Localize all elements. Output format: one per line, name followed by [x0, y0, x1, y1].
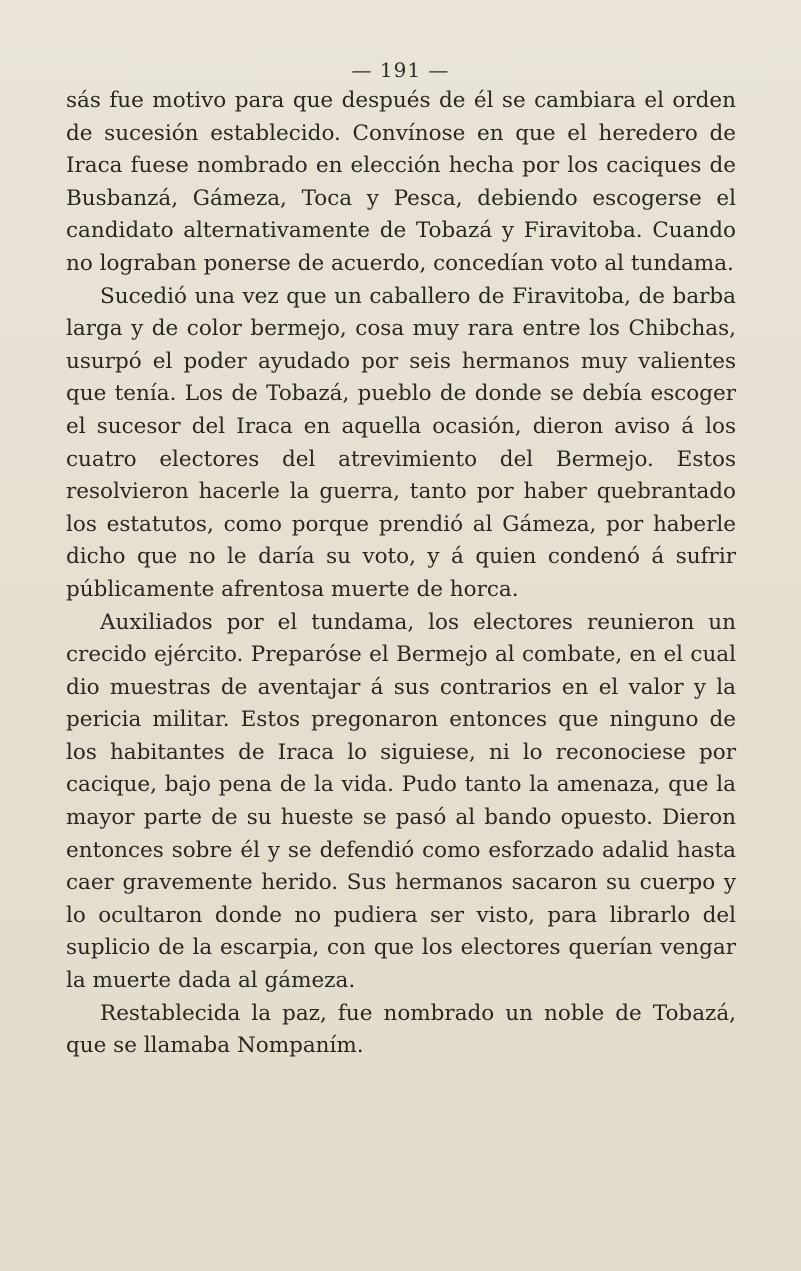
page-number: — 191 —	[351, 58, 450, 82]
paragraph: sás fue motivo para que después de él se cambiara el orden de sucesión establecido. Convínose en que el heredero de Iraca fuese nombrado en elección hecha por los caciques de Busbanzá, Gámeza, Toca y Pesca, debiendo escogerse el candidato alternativamente de Tobazá y Firavitoba. Cuando no lograban ponerse de acuerdo, concedían voto al tundama.	[66, 88, 736, 276]
paragraph: Auxiliados por el tundama, los electores reunieron un crecido ejército. Preparóse el Bermejo al combate, en el cual dio muestras de aventajar á sus contrarios en el valor y la pericia militar. Estos pregonaron entonces que ninguno de los habitantes de Iraca lo siguiese, ni lo reconociese por cacique, bajo pena de la vida. Pudo tanto la amenaza, que la mayor parte de su hueste se pasó al bando opuesto. Dieron entonces sobre él y se defendió como esforzado adalid hasta caer gravemente herido. Sus hermanos sacaron su cuerpo y lo ocultaron donde no pudiera ser visto, para librarlo del suplicio de la escarpia, con que los electores querían vengar la muerte dada al gámeza.	[66, 609, 736, 994]
body-text	[66, 85, 736, 1063]
paragraph: Sucedió una vez que un caballero de Firavitoba, de barba larga y de color bermejo, cosa muy rara entre los Chibchas, usurpó el poder ayudado por seis hermanos muy valientes que tenía. Los de Tobazá, pueblo de donde se debía escoger el sucesor del Iraca en aquella ocasión, dieron aviso á los cuatro electores del atrevimiento del Bermejo. Estos resolvieron hacerle la guerra, tanto por haber quebrantado los estatutos, como porque prendió al Gámeza, por haberle dicho que no le daría su voto, y á quien condenó á sufrir públicamente afrentosa muerte de horca.	[66, 283, 736, 602]
paragraph: Restablecida la paz, fue nombrado un noble de Tobazá, que se llamaba Nompaním.	[66, 1000, 736, 1059]
